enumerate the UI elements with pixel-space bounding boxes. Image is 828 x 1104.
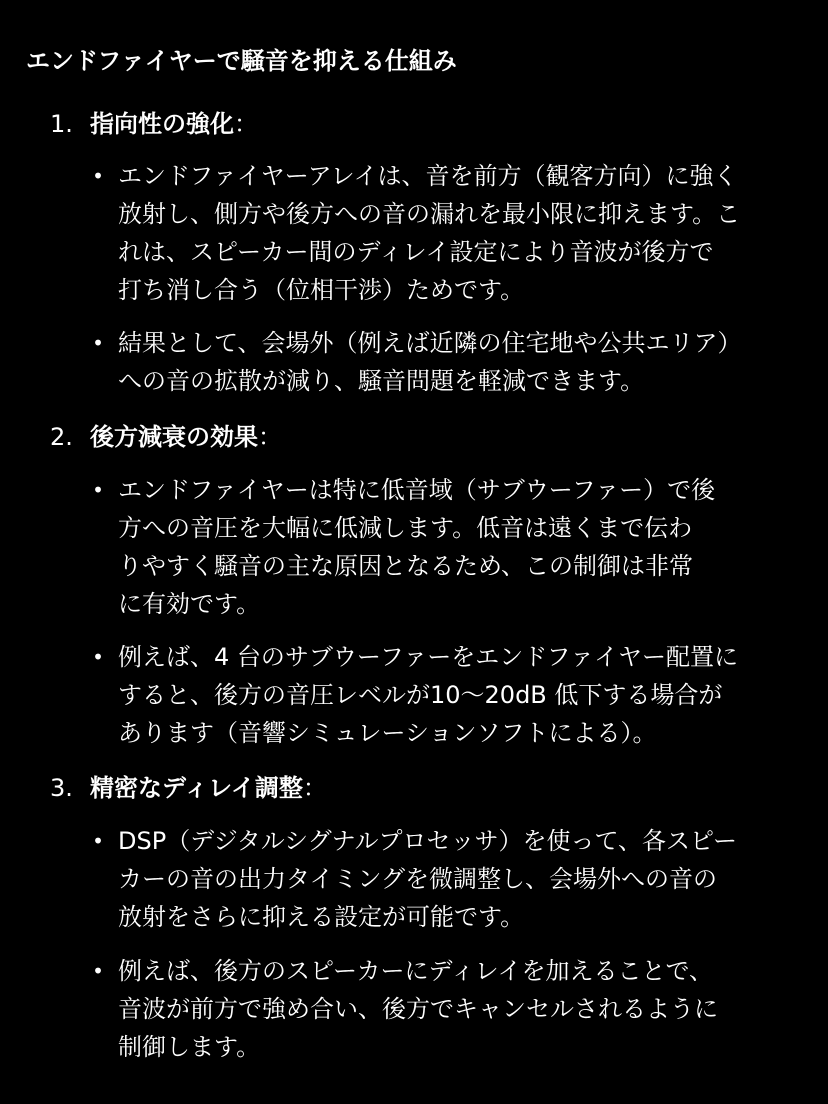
section-number: 1. (50, 110, 73, 138)
section-heading-2 (50, 420, 282, 454)
list-item (88, 638, 800, 752)
bullet-icon: • (92, 959, 104, 983)
section-number: 3. (50, 774, 73, 802)
bullet-icon: • (92, 331, 104, 355)
bullet-icon: • (92, 164, 104, 188)
bullet-text (118, 471, 800, 623)
list-item (88, 324, 800, 400)
text-line: りやすく騒音の主な原因となるため、この制御は非常 (118, 552, 694, 580)
section-heading-3 (50, 771, 327, 805)
text-line: DSP（デジタルシグナルプロセッサ）を使って、各スピー (118, 827, 738, 855)
text-line: 音波が前方で強め合い、後方でキャンセルされるように (118, 995, 718, 1023)
text-line: 結果として、会場外（例えば近隣の住宅地や公共エリア） (118, 329, 742, 357)
page-title: エンドファイヤーで騒音を抑える仕組み (26, 47, 457, 75)
bullet-text (118, 822, 800, 936)
list-item (88, 471, 800, 623)
text-line: エンドファイヤーは特に低音域（サブウーファー）で後 (118, 476, 716, 504)
text-line: れは、スピーカー間のディレイ設定により音波が後方で (118, 238, 714, 266)
section-title: 指向性の強化 (90, 110, 234, 138)
text-line: 打ち消し合う（位相干渉）ためです。 (118, 276, 525, 304)
section-heading-1 (50, 107, 258, 141)
section-number: 2. (50, 423, 73, 451)
text-line: カーの音の出力タイミングを微調整し、会場外への音の (118, 865, 718, 893)
text-line: あります（音響シミュレーションソフトによる）。 (118, 719, 657, 747)
text-line: 制御します。 (118, 1033, 261, 1061)
list-item (88, 157, 800, 309)
text-line: すると、後方の音圧レベルが10〜20dB 低下する場合が (118, 681, 723, 709)
section-colon: ： (234, 110, 258, 138)
text-line: 方への音圧を大幅に低減します。低音は遠くまで伝わ (118, 514, 693, 542)
bullet-icon: • (92, 829, 104, 853)
list-item (88, 952, 800, 1066)
section-title: 精密なディレイ調整 (90, 774, 303, 802)
text-line: エンドファイヤーアレイは、音を前方（観客方向）に強く (118, 162, 738, 190)
text-line: 例えば、後方のスピーカーにディレイを加えることで、 (118, 957, 713, 985)
text-line: 放射し、側方や後方への音の漏れを最小限に抑えます。こ (118, 200, 741, 228)
text-line: 放射をさらに抑える設定が可能です。 (118, 903, 525, 931)
section-colon: ： (258, 423, 282, 451)
bullet-text (118, 952, 800, 1066)
bullet-text (118, 157, 800, 309)
text-line: への音の拡散が減り、騒音問題を軽減できます。 (118, 367, 645, 395)
bullet-icon: • (92, 645, 104, 669)
section-colon: ： (302, 774, 327, 802)
bullet-text (118, 324, 800, 400)
text-line: 例えば、4 台のサブウーファーをエンドファイヤー配置に (118, 643, 739, 671)
section-title: 後方減衰の効果 (90, 423, 258, 451)
bullet-text (118, 638, 800, 752)
list-item (88, 822, 800, 936)
bullet-icon: • (92, 478, 104, 502)
text-line: に有効です。 (118, 590, 261, 618)
